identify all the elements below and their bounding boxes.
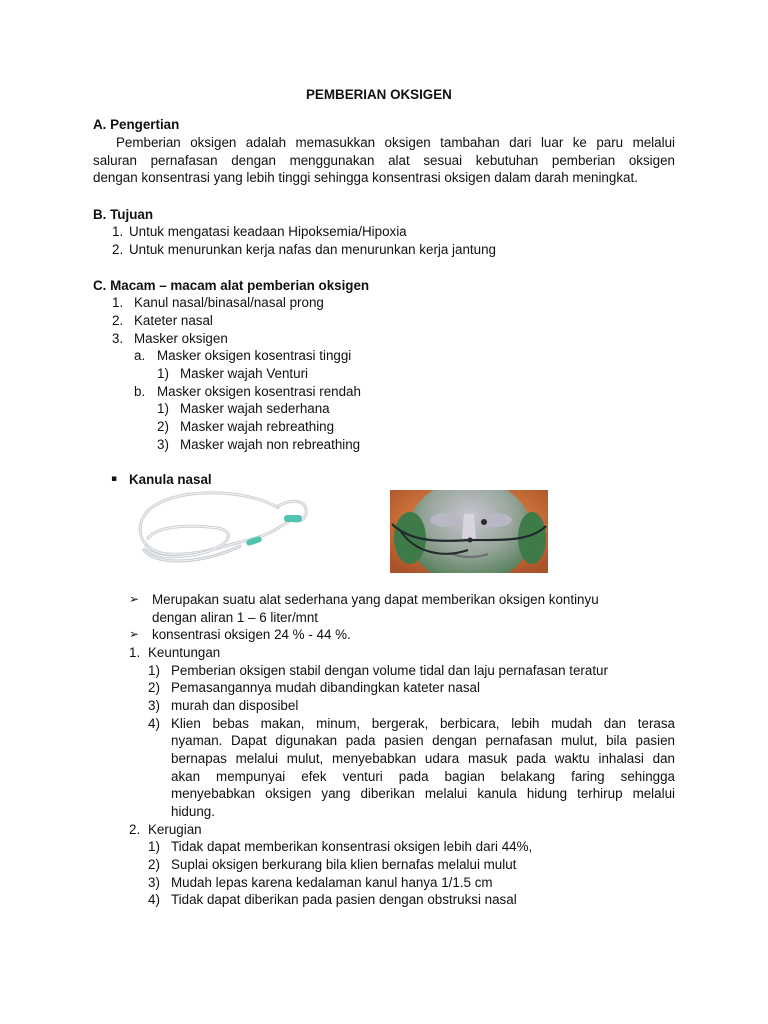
keuntungan-item-4-line-5: menyebabkan oksigen yang diberikan melalui kanula hidung terhirup melalui (171, 786, 675, 801)
list-item: Masker wajah rebreathing (180, 419, 335, 434)
list-number: 3) (148, 875, 160, 890)
keuntungan-item-4-line-1: Klien bebas makan, minum, bergerak, berbicara, lebih mudah dan terasa (171, 716, 675, 731)
section-a-line-2: saluran pernafasan dengan menggunakan alat sesuai kebutuhan pemberian oksigen (93, 153, 675, 168)
arrow-bullet-icon: ➢ (129, 627, 140, 641)
list-item: Masker oksigen kosentrasi rendah (157, 384, 361, 399)
list-number: 2. (129, 822, 141, 837)
list-item: Untuk menurunkan kerja nafas dan menurunkan kerja jantung (129, 242, 496, 257)
list-item: Kateter nasal (134, 313, 213, 328)
list-number: 2) (148, 857, 160, 872)
list-number: 1. (112, 224, 124, 239)
list-item: murah dan disposibel (171, 698, 299, 713)
keuntungan-item-4-line-2: nyaman. Dapat digunakan pada pasien dengan pernafasan mulut, bila pasien (171, 733, 675, 748)
list-number: 4) (148, 892, 160, 907)
section-c-heading: C. Macam – macam alat pemberian oksigen (93, 278, 370, 293)
list-number: 2) (148, 680, 160, 695)
list-item: Masker wajah non rebreathing (180, 437, 361, 452)
kerugian-label: Kerugian (148, 822, 202, 837)
list-number: 3) (148, 698, 160, 713)
kanula-point-1: Merupakan suatu alat sederhana yang dapat memberikan oksigen kontinyu (152, 592, 599, 607)
list-item: Masker wajah sederhana (180, 401, 330, 416)
list-item: Kanul nasal/binasal/nasal prong (134, 295, 324, 310)
list-item: Suplai oksigen berkurang bila klien bernafas melalui mulut (171, 857, 517, 872)
list-item: Tidak dapat memberikan konsentrasi oksigen lebih dari 44%, (171, 839, 533, 854)
list-number: 3) (157, 437, 169, 452)
list-number: 3. (112, 331, 124, 346)
list-number: 2) (157, 419, 169, 434)
kanula-point-2: konsentrasi oksigen 24 % - 44 %. (152, 627, 351, 642)
keuntungan-item-4-line-4: akan mempunyai efek venturi pada bagian belakang faring sehingga (171, 769, 675, 784)
list-number: 1. (129, 645, 141, 660)
keuntungan-item-4-line-3: bernapas melalui mulut, menyebabkan udara masuk pada waktu inhalasi dan (171, 751, 675, 766)
list-number: a. (134, 348, 146, 363)
list-number: 2. (112, 242, 124, 257)
list-number: 1) (157, 366, 169, 381)
list-number: 1) (148, 839, 160, 854)
list-number: 4) (148, 716, 160, 731)
mannequin-cannula-image (390, 490, 548, 573)
list-number: 2. (112, 313, 124, 328)
list-number: 1. (112, 295, 124, 310)
arrow-bullet-icon: ➢ (129, 592, 140, 606)
page-title: PEMBERIAN OKSIGEN (306, 87, 452, 102)
list-item: Masker wajah Venturi (180, 366, 309, 381)
list-item: Pemasangannya mudah dibandingkan kateter nasal (171, 680, 480, 695)
list-item: Tidak dapat diberikan pada pasien dengan obstruksi nasal (171, 892, 517, 907)
keuntungan-label: Keuntungan (148, 645, 221, 660)
section-b-heading: B. Tujuan (93, 207, 154, 222)
kanula-heading: Kanula nasal (129, 472, 212, 487)
list-item: Untuk mengatasi keadaan Hipoksemia/Hipoxia (129, 224, 407, 239)
list-number: b. (134, 384, 146, 399)
square-bullet-icon: ▪ (111, 474, 118, 484)
nasal-cannula-image (128, 488, 318, 580)
list-item: Pemberian oksigen stabil dengan volume tidal dan laju pernafasan teratur (171, 663, 608, 678)
keuntungan-item-4-line-6: hidung. (171, 804, 215, 819)
kanula-point-1-cont: dengan aliran 1 – 6 liter/mnt (152, 610, 318, 625)
section-a-line-1: Pemberian oksigen adalah memasukkan oksigen tambahan dari luar ke paru melalui (116, 135, 675, 150)
section-a-heading: A. Pengertian (93, 117, 180, 132)
list-item: Mudah lepas karena kedalaman kanul hanya 1/1.5 cm (171, 875, 493, 890)
section-a-line-3: dengan konsentrasi yang lebih tinggi sehingga konsentrasi oksigen dalam darah meningkat. (93, 170, 638, 185)
list-number: 1) (157, 401, 169, 416)
list-number: 1) (148, 663, 160, 678)
list-item: Masker oksigen kosentrasi tinggi (157, 348, 352, 363)
list-item: Masker oksigen (134, 331, 228, 346)
